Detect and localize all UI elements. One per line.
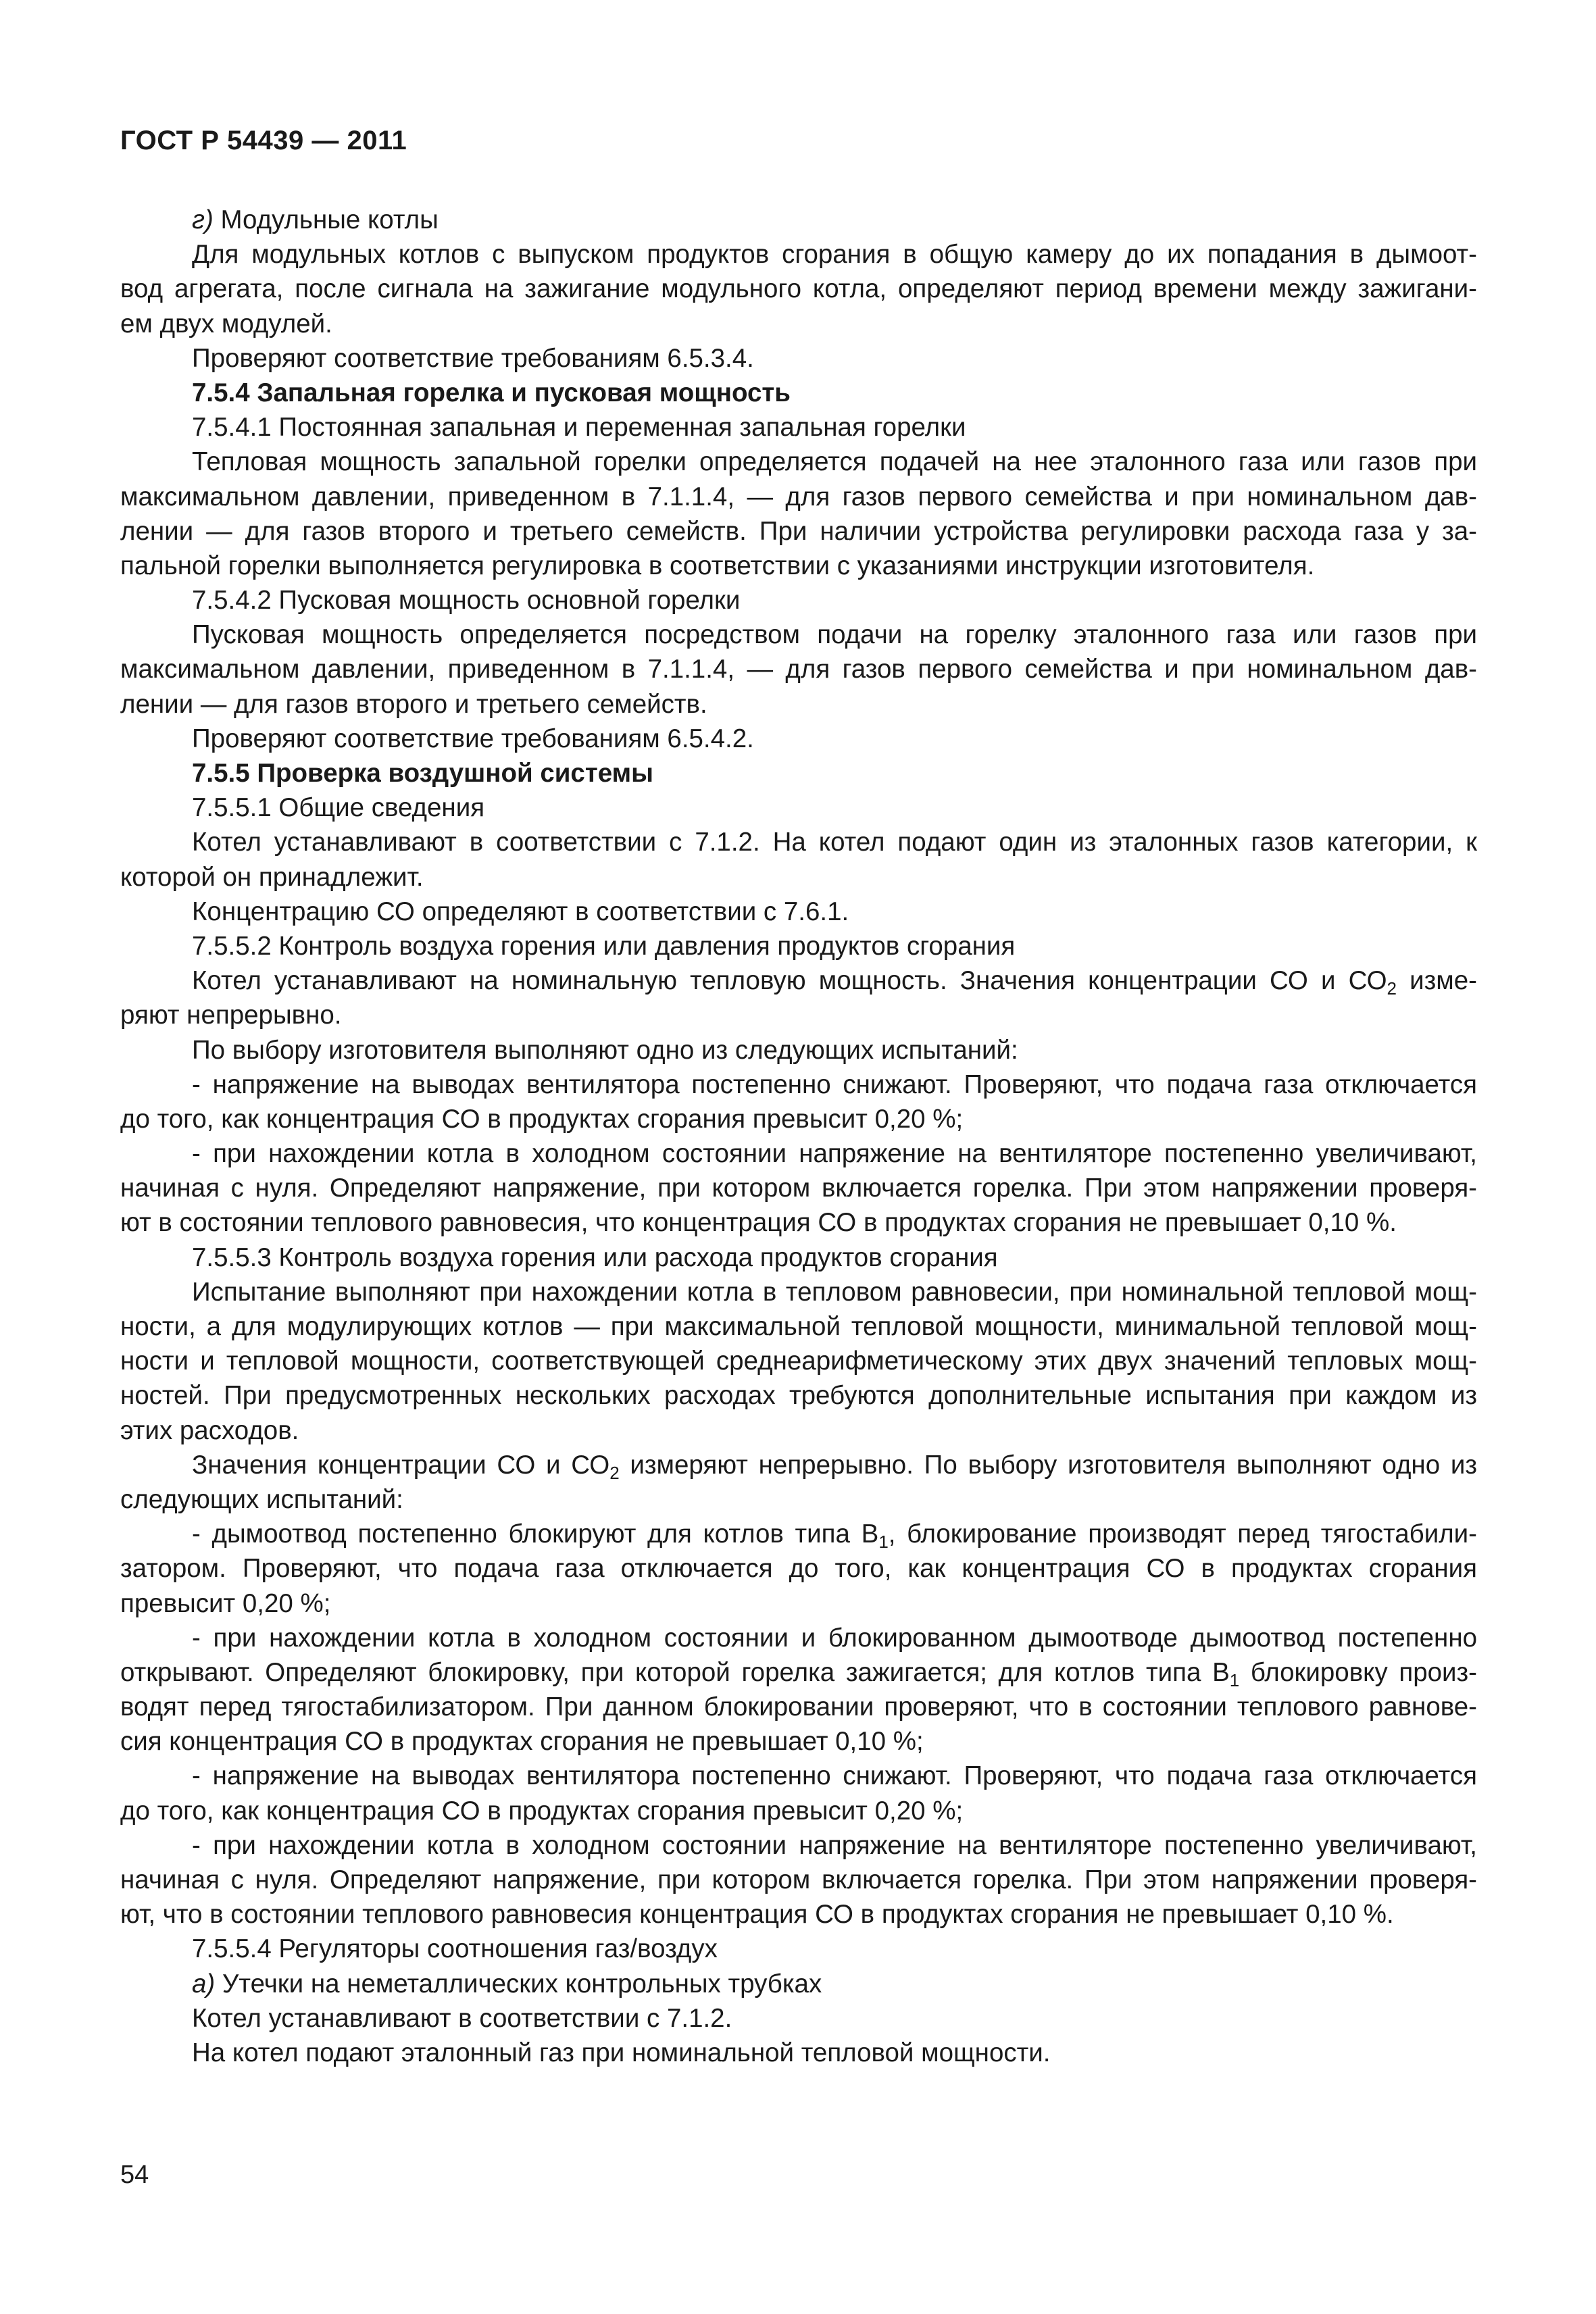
text-line: [120, 687, 1477, 722]
text-run: 7.5.5 Проверка воздушной системы: [192, 759, 653, 788]
text-run: Концентрацию СО определяют в соответствии с 7.6.1.: [192, 897, 849, 926]
text-run: следующих испытаний:: [120, 1484, 403, 1514]
text-line: [120, 1309, 1477, 1344]
text-line: [120, 652, 1477, 686]
text-line: [120, 722, 1477, 756]
text-line: [120, 1067, 1477, 1102]
text-line: [120, 1828, 1477, 1863]
text-run: Значения концентрации СО и СО: [192, 1450, 610, 1480]
text-run: Проверяют соответствие требованиям 6.5.4.2.: [192, 724, 754, 753]
text-run: Котел устанавливают в соответствии с 7.1.2. На котел подают один из эталонных газов категории, к: [192, 828, 1477, 857]
text-run: затором. Проверяют, что подача газа отключается до того, как концентрация СО в продуктах сгорания: [120, 1554, 1477, 1584]
text-run: - при нахождении котла в холодном состоянии напряжение на вентиляторе постепенно увеличивают,: [192, 1139, 1477, 1169]
text-run: 7.5.5.1 Общие сведения: [192, 793, 485, 823]
text-run: - при нахождении котла в холодном состоянии и блокированном дымоотводе дымоотвод постепенно: [192, 1623, 1477, 1653]
text-line: [120, 2001, 1477, 2036]
text-line: [120, 1378, 1477, 1413]
text-run: 7.5.4.1 Постоянная запальная и переменная запальная горелки: [192, 413, 966, 443]
standard-header: ГОСТ Р 54439 — 2011: [120, 126, 407, 155]
text-run: Утечки на неметаллических контрольных трубках: [215, 1969, 822, 1998]
text-run: максимальном давлении, приведенном в 7.1.1.4, — для газов первого семейства и при номинальном дав-: [120, 655, 1477, 684]
text-line: [120, 480, 1477, 514]
text-line: [120, 618, 1477, 652]
text-run: этих расходов.: [120, 1415, 299, 1445]
text-line: [120, 825, 1477, 859]
text-line: [120, 1517, 1477, 1551]
text-run: 7.5.4 Запальная горелка и пусковая мощность: [192, 378, 791, 407]
text-run: Пусковая мощность определяется посредством подачи на горелку эталонного газа или газов при: [192, 620, 1477, 650]
text-run: ют, что в состоянии теплового равновесия концентрация СО в продуктах сгорания не превышает 0,10 %.: [120, 1900, 1394, 1930]
text-run: - дымоотвод постепенно блокируют для котлов типа В: [192, 1519, 879, 1549]
page-number: 54: [120, 2161, 149, 2189]
text-line: [120, 272, 1477, 306]
text-run: - напряжение на выводах вентилятора постепенно снижают. Проверяют, что подача газа отключается: [192, 1761, 1477, 1791]
text-run: 7.5.5.4 Регуляторы соотношения газ/воздух: [192, 1934, 718, 1964]
text-line: [120, 445, 1477, 479]
text-run: ют в состоянии теплового равновесия, что концентрация СО в продуктах сгорания не превышает 0,10 %.: [120, 1208, 1397, 1238]
text-run: максимальном давлении, приведенном в 7.1.1.4, — для газов первого семейства и при номинальном дав-: [120, 482, 1477, 511]
text-run: Проверяют соответствие требованиям 6.5.3.4.: [192, 343, 754, 373]
text-line: [120, 203, 1477, 237]
text-run: Для модульных котлов с выпуском продуктов сгорания в общую камеру до их попадания в дымоот-: [192, 240, 1477, 270]
text-run: а): [192, 1969, 216, 1998]
text-run: г): [192, 205, 214, 234]
text-run: водят перед тягостабилизатором. При данном блокировании проверяют, что в состоянии теплового равнове-: [120, 1692, 1477, 1722]
text-line: [120, 790, 1477, 825]
text-run: Котел устанавливают на номинальную тепловую мощность. Значения концентрации СО и СО: [192, 966, 1387, 996]
text-line: [120, 929, 1477, 963]
text-run: открывают. Определяют блокировку, при которой горелка зажигается; для котлов типа В: [120, 1657, 1230, 1687]
text-run: 7.5.5.2 Контроль воздуха горения или давления продуктов сгорания: [192, 931, 1016, 961]
text-run: до того, как концентрация СО в продуктах сгорания превысит 0,20 %;: [120, 1796, 964, 1826]
text-run: которой он принадлежит.: [120, 862, 424, 892]
text-run: ем двух модулей.: [120, 309, 332, 338]
text-run: Испытание выполняют при нахождении котла в тепловом равновесии, при номинальной тепловой мощ-: [192, 1277, 1477, 1307]
subscript: 1: [878, 1532, 889, 1553]
text-run: На котел подают эталонный газ при номинальной тепловой мощности.: [192, 2038, 1051, 2067]
text-run: ности и тепловой мощности, соответствующей среднеарифметическому этих двух значений тепловых мощ-: [120, 1347, 1477, 1376]
document-body: [120, 203, 1477, 2070]
text-run: лении — для газов второго и третьего семейств.: [120, 689, 707, 719]
text-run: - напряжение на выводах вентилятора постепенно снижают. Проверяют, что подача газа отключается: [192, 1070, 1477, 1099]
text-run: ностей. При предусмотренных нескольких расходах требуются дополнительные испытания при каждом из: [120, 1381, 1477, 1411]
text-line: [120, 1759, 1477, 1793]
text-line: [120, 1655, 1477, 1690]
text-run: начиная с нуля. Определяют напряжение, при котором включается горелка. При этом напряжении проверя-: [120, 1174, 1477, 1203]
text-line: [120, 1551, 1477, 1586]
text-line: [120, 1897, 1477, 1932]
text-line: [120, 376, 1477, 410]
text-run: - при нахождении котла в холодном состоянии напряжение на вентиляторе постепенно увеличивают,: [192, 1830, 1477, 1860]
text-line: [120, 1205, 1477, 1240]
text-run: пальной горелки выполняется регулировка в соответствии с указаниями инструкции изготовителя.: [120, 551, 1315, 580]
text-line: [120, 1240, 1477, 1275]
text-run: измеряют непрерывно. По выбору изготовителя выполняют одно из: [619, 1450, 1477, 1480]
text-line: [120, 1102, 1477, 1136]
text-line: [120, 1724, 1477, 1759]
text-line: [120, 1690, 1477, 1724]
text-line: [120, 1482, 1477, 1517]
text-line: [120, 1863, 1477, 1897]
text-run: Тепловая мощность запальной горелки определяется подачей на нее эталонного газа или газов при: [192, 447, 1477, 477]
text-run: начиная с нуля. Определяют напряжение, при котором включается горелка. При этом напряжении проверя-: [120, 1865, 1477, 1894]
text-line: [120, 895, 1477, 929]
text-line: [120, 549, 1477, 583]
text-line: [120, 860, 1477, 895]
text-line: [120, 1413, 1477, 1448]
text-run: Котел устанавливают в соответствии с 7.1.2.: [192, 2003, 732, 2033]
text-line: [120, 1932, 1477, 1966]
text-run: сия концентрация СО в продуктах сгорания не превышает 0,10 %;: [120, 1727, 924, 1757]
text-run: лении — для газов второго и третьего семейств. При наличии устройства регулировки расхода газа у за-: [120, 516, 1477, 546]
subscript: 2: [609, 1462, 620, 1483]
text-line: [120, 1275, 1477, 1309]
text-run: ности, а для модулирующих котлов — при максимальной тепловой мощности, минимальной тепловой мощ-: [120, 1312, 1477, 1341]
text-line: [120, 998, 1477, 1032]
text-line: [120, 1136, 1477, 1171]
subscript: 2: [1387, 978, 1397, 999]
text-line: [120, 963, 1477, 998]
text-line: [120, 410, 1477, 445]
text-run: , блокирование производят перед тягостабили-: [888, 1519, 1477, 1549]
text-line: [120, 1448, 1477, 1482]
text-run: вод агрегата, после сигнала на зажигание модульного котла, определяют период времени между зажигани-: [120, 274, 1477, 304]
text-line: [120, 1967, 1477, 2001]
text-line: [120, 307, 1477, 341]
text-line: [120, 1344, 1477, 1378]
text-run: 7.5.5.3 Контроль воздуха горения или расхода продуктов сгорания: [192, 1242, 998, 1272]
text-line: [120, 1586, 1477, 1621]
text-line: [120, 1621, 1477, 1655]
subscript: 1: [1229, 1669, 1240, 1690]
text-run: По выбору изготовителя выполняют одно из следующих испытаний:: [192, 1035, 1018, 1065]
text-run: блокировку произ-: [1239, 1657, 1477, 1687]
text-line: [120, 756, 1477, 790]
text-line: [120, 583, 1477, 618]
text-line: [120, 2036, 1477, 2070]
text-run: ряют непрерывно.: [120, 1001, 342, 1030]
text-line: [120, 1171, 1477, 1205]
text-line: [120, 1033, 1477, 1067]
text-run: изме-: [1397, 966, 1477, 996]
text-run: до того, как концентрация СО в продуктах сгорания превысит 0,20 %;: [120, 1104, 964, 1134]
text-run: превысит 0,20 %;: [120, 1588, 331, 1618]
text-line: [120, 1794, 1477, 1828]
text-run: Модульные котлы: [213, 205, 439, 234]
text-line: [120, 237, 1477, 272]
text-line: [120, 341, 1477, 376]
text-line: [120, 514, 1477, 549]
text-run: 7.5.4.2 Пусковая мощность основной горелки: [192, 586, 741, 615]
